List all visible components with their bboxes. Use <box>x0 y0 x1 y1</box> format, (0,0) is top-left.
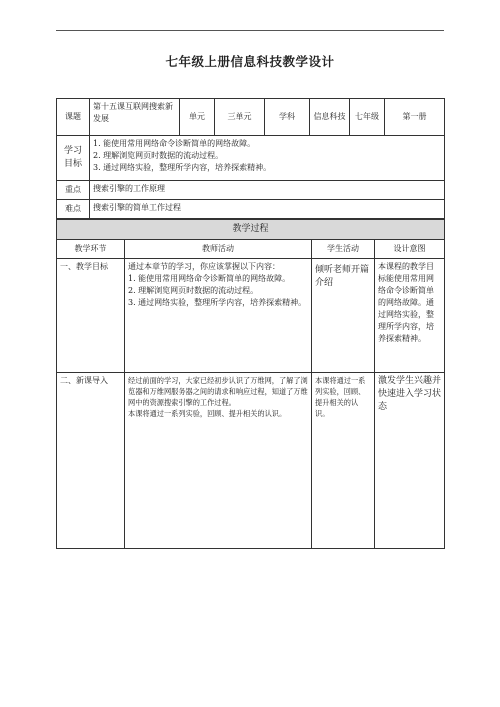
stage-cell: 二、新课导入 <box>57 373 125 549</box>
goal-item: 1. 能使用常用网络命令诊断简单的网络故障。 <box>93 139 256 148</box>
col-header-teacher: 教师活动 <box>125 240 312 259</box>
key-point-label: 重点 <box>57 181 90 200</box>
teacher-activity-cell <box>125 259 312 373</box>
topic-value: 第十五课互联网搜索新发展 <box>90 99 180 136</box>
unit-value: 三单元 <box>215 99 265 136</box>
col-header-student: 学生活动 <box>312 240 375 259</box>
grade-value: 七年级 <box>350 99 385 136</box>
difficulty-text: 搜索引擎的简单工作过程 <box>90 200 445 219</box>
teacher-line: 通过本章节的学习，你应该掌握以下内容： <box>128 262 280 271</box>
teacher-line: 3. 通过网络实验，整理所学内容，培养探索精神。 <box>128 298 307 307</box>
design-intent-cell: 本课程的教学目标能使用常用网络命令诊断简单的网络故障。通过网络实验，整理所学内容，培养探索精神。 <box>375 259 445 373</box>
subject-label: 学科 <box>265 99 310 136</box>
difficulty-label: 难点 <box>57 200 90 219</box>
goal-item: 2. 理解浏览网页时数据的流动过程。 <box>93 151 224 160</box>
table-row <box>57 259 445 373</box>
teacher-activity-cell <box>125 373 312 549</box>
student-activity-cell: 倾听老师开篇介绍 <box>312 259 375 373</box>
col-header-stage: 教学环节 <box>57 240 125 259</box>
key-point-text: 搜索引擎的工作原理 <box>90 181 445 200</box>
goal-item: 3. 通过网络实验，整理所学内容，培养探索精神。 <box>93 163 272 172</box>
teaching-process-table <box>56 219 445 549</box>
teacher-line: 经过前面的学习，大家已经初步认识了万维网，了解了浏览器和万维网服务器之间的请求和响应过程，知道了万维网中的资源搜索引擎的工作过程。 <box>128 376 308 407</box>
header-rule <box>56 30 444 31</box>
student-activity-cell: 本课将通过一系列实验，回顾、提升相关的认识。 <box>312 373 375 549</box>
subject-value: 信息科技 <box>310 99 350 136</box>
stage-cell: 一、教学目标 <box>57 259 125 373</box>
col-header-intent: 设计意图 <box>375 240 445 259</box>
process-heading: 教学过程 <box>57 220 445 240</box>
page-title: 七年级上册信息科技教学设计 <box>165 54 335 69</box>
teacher-line: 2. 理解浏览网页时数据的流动过程。 <box>128 286 259 295</box>
lesson-info-table <box>56 98 445 219</box>
lesson-plan-sheet <box>56 98 444 549</box>
teacher-line: 本课将通过一系列实验，回顾、提升相关的认识。 <box>128 409 287 418</box>
design-intent-cell: 激发学生兴趣并快速进入学习状态 <box>375 373 445 549</box>
table-row <box>57 373 445 549</box>
topic-label: 课题 <box>57 99 90 136</box>
teacher-line: 1. 能使用常用网络命令诊断简单的网络故障。 <box>128 274 291 283</box>
unit-label: 单元 <box>180 99 215 136</box>
volume-value: 第一册 <box>385 99 445 136</box>
goals-label: 学习目标 <box>57 136 90 181</box>
goals-list <box>90 136 445 181</box>
